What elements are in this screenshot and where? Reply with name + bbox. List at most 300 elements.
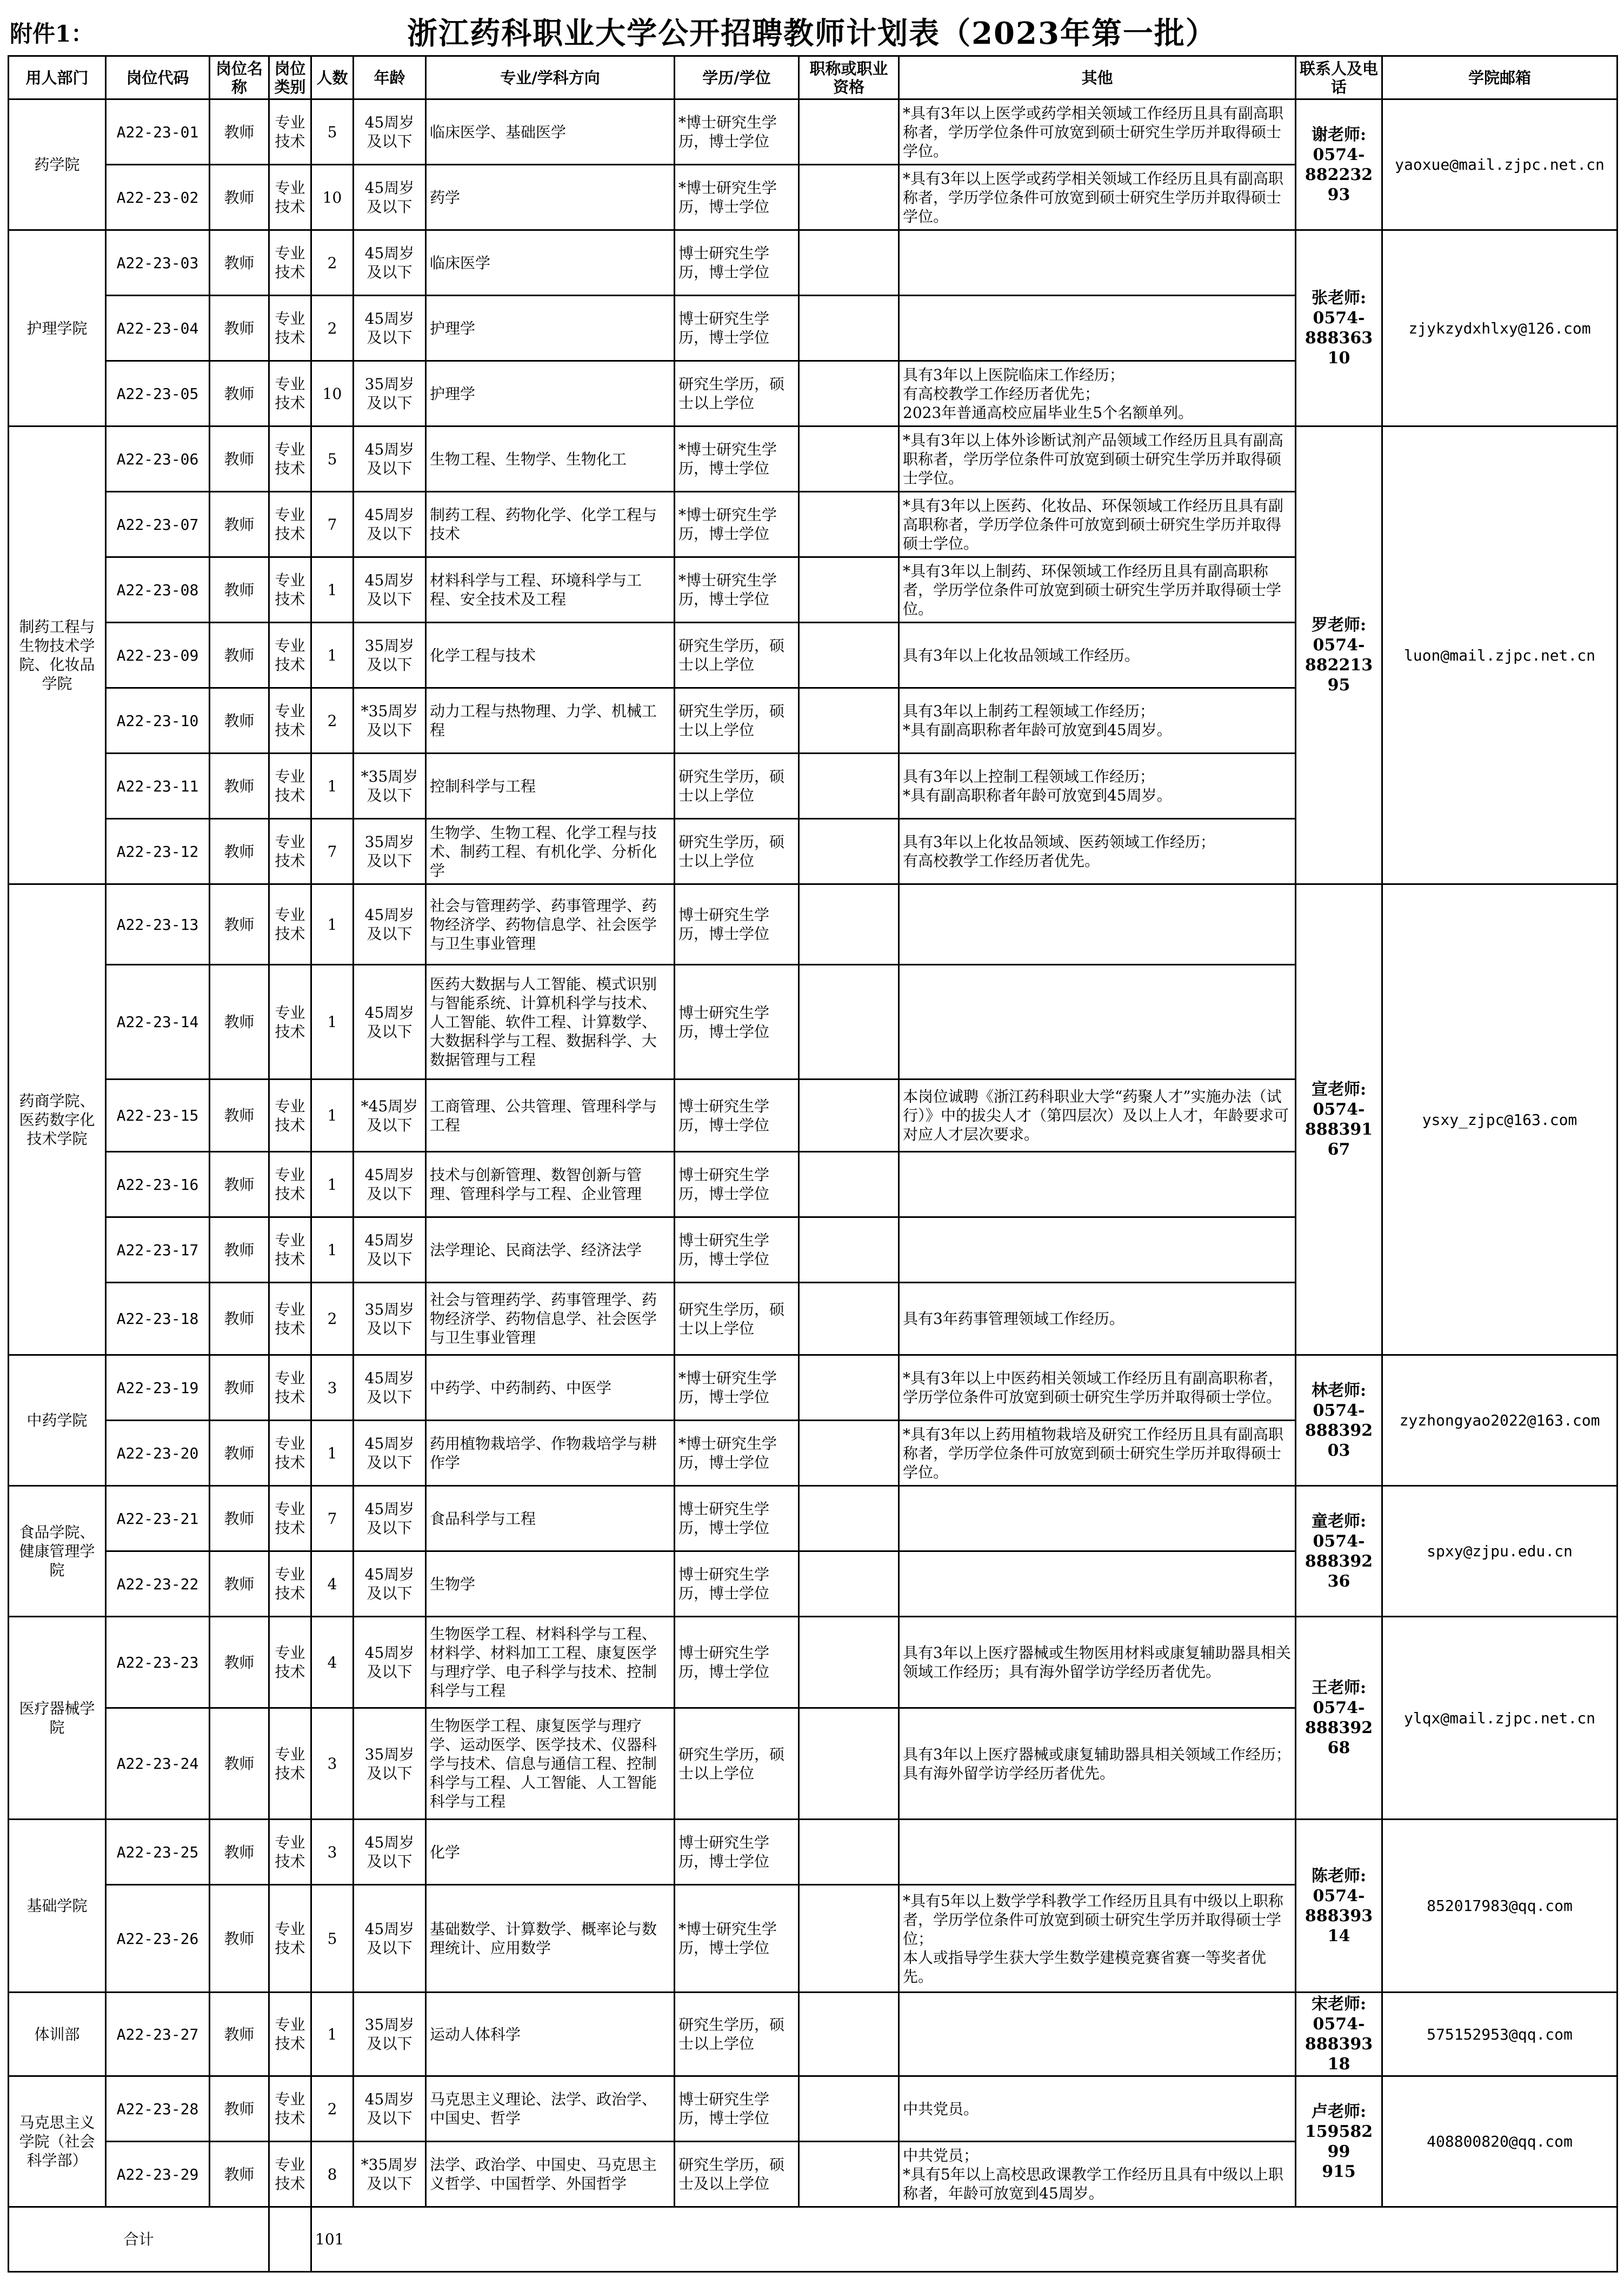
qualification-cell [799, 1283, 899, 1355]
education-cell: *博士研究生学历，博士学位 [675, 427, 799, 492]
headcount-cell: 3 [311, 1355, 354, 1421]
header-major: 专业/学科方向 [426, 56, 675, 99]
position-name-cell: 教师 [210, 1993, 269, 2076]
age-cell: 45周岁及以下 [354, 557, 426, 623]
age-cell: 45周岁及以下 [354, 884, 426, 965]
headcount-cell: 1 [311, 1217, 354, 1283]
position-name-cell: 教师 [210, 99, 269, 165]
position-code-cell: A22-23-03 [106, 230, 210, 296]
position-code-cell: A22-23-10 [106, 688, 210, 754]
education-cell: 博士研究生学历，博士学位 [675, 965, 799, 1080]
email-link[interactable]: luon@mail.zjpc.net.cn [1382, 427, 1618, 884]
major-cell: 生物医学工程、康复医学与理疗学、运动医学、医学技术、仪器科学与技术、信息与通信工程、控制科学与工程、人工智能、人工智能科学与工程 [426, 1708, 675, 1820]
major-cell: 材料科学与工程、环境科学与工程、安全技术及工程 [426, 557, 675, 623]
position-name-cell: 教师 [210, 965, 269, 1080]
department-cell: 制药工程与生物技术学院、化妆品学院 [9, 427, 106, 884]
major-cell: 生物学 [426, 1551, 675, 1617]
age-cell: *35周岁及以下 [354, 688, 426, 754]
department-cell: 医疗器械学院 [9, 1617, 106, 1820]
qualification-cell [799, 296, 899, 361]
education-cell: 研究生学历，硕士以上学位 [675, 623, 799, 688]
major-cell: 临床医学 [426, 230, 675, 296]
major-cell: 中药学、中药制药、中医学 [426, 1355, 675, 1421]
position-category-cell: 专业技术 [269, 1080, 311, 1152]
position-code-cell: A22-23-02 [106, 165, 210, 230]
position-name-cell: 教师 [210, 819, 269, 884]
age-cell: *35周岁及以下 [354, 754, 426, 819]
other-requirements-cell [899, 1217, 1296, 1283]
position-name-cell: 教师 [210, 884, 269, 965]
contact-line: 陈老师: [1311, 1866, 1367, 1885]
header-title: 职称或职业资格 [799, 56, 899, 99]
position-category-cell: 专业技术 [269, 165, 311, 230]
contact-line: 15958299 [1304, 2122, 1373, 2161]
other-requirements-cell: 具有3年以上医疗器械或康复辅助器具相关领域工作经历；具有海外留学访学经历者优先。 [899, 1708, 1296, 1820]
header-other: 其他 [899, 56, 1296, 99]
education-cell: 研究生学历，硕士以上学位 [675, 688, 799, 754]
other-requirements-cell [899, 1820, 1296, 1885]
education-cell: 博士研究生学历，博士学位 [675, 296, 799, 361]
qualification-cell [799, 1993, 899, 2076]
major-cell: 生物学、生物工程、化学工程与技术、制药工程、有机化学、分析化学 [426, 819, 675, 884]
position-name-cell: 教师 [210, 754, 269, 819]
qualification-cell [799, 1551, 899, 1617]
position-name-cell: 教师 [210, 1708, 269, 1820]
position-category-cell: 专业技术 [269, 230, 311, 296]
contact-cell [1296, 1993, 1382, 2076]
position-category-cell: 专业技术 [269, 1551, 311, 1617]
qualification-cell [799, 1421, 899, 1486]
email-link[interactable]: ysxy_zjpc@163.com [1382, 884, 1618, 1355]
department-cell: 马克思主义学院（社会科学部） [9, 2076, 106, 2207]
header-contact: 联系人及电话 [1296, 56, 1382, 99]
position-name-cell: 教师 [210, 1551, 269, 1617]
position-code-cell: A22-23-05 [106, 361, 210, 427]
contact-cell [1296, 427, 1382, 884]
position-name-cell: 教师 [210, 1421, 269, 1486]
qualification-cell [799, 427, 899, 492]
contact-line: 张老师: [1311, 289, 1367, 308]
email-link[interactable]: 575152953@qq.com [1382, 1993, 1618, 2076]
email-link[interactable]: ylqx@mail.zjpc.net.cn [1382, 1617, 1618, 1820]
header-code: 岗位代码 [106, 56, 210, 99]
age-cell: 45周岁及以下 [354, 1885, 426, 1993]
contact-cell [1296, 884, 1382, 1355]
contact-cell [1296, 1820, 1382, 1993]
qualification-cell [799, 492, 899, 557]
education-cell: 博士研究生学历，博士学位 [675, 1152, 799, 1217]
headcount-cell: 10 [311, 165, 354, 230]
major-cell: 临床医学、基础医学 [426, 99, 675, 165]
position-category-cell: 专业技术 [269, 754, 311, 819]
headcount-cell: 5 [311, 1885, 354, 1993]
position-code-cell: A22-23-21 [106, 1486, 210, 1551]
position-category-cell: 专业技术 [269, 1355, 311, 1421]
contact-cell [1296, 1617, 1382, 1820]
position-name-cell: 教师 [210, 1820, 269, 1885]
age-cell: 45周岁及以下 [354, 1152, 426, 1217]
education-cell: 博士研究生学历，博士学位 [675, 2076, 799, 2142]
education-cell: 博士研究生学历，博士学位 [675, 1080, 799, 1152]
position-code-cell: A22-23-27 [106, 1993, 210, 2076]
other-requirements-cell [899, 1551, 1296, 1617]
position-category-cell: 专业技术 [269, 2142, 311, 2207]
education-cell: *博士研究生学历，博士学位 [675, 1885, 799, 1993]
qualification-cell [799, 1355, 899, 1421]
other-requirements-cell [899, 1152, 1296, 1217]
major-cell: 法学、政治学、中国史、马克思主义哲学、中国哲学、外国哲学 [426, 2142, 675, 2207]
contact-line: 0574- [1313, 1100, 1365, 1119]
qualification-cell [799, 965, 899, 1080]
position-category-cell: 专业技术 [269, 965, 311, 1080]
position-category-cell: 专业技术 [269, 1217, 311, 1283]
major-cell: 控制科学与工程 [426, 754, 675, 819]
email-link[interactable]: zjykzydxhlxy@126.com [1382, 230, 1618, 427]
table-row [9, 427, 1618, 492]
qualification-cell [799, 1217, 899, 1283]
headcount-cell: 8 [311, 2142, 354, 2207]
education-cell: 博士研究生学历，博士学位 [675, 230, 799, 296]
position-name-cell: 教师 [210, 230, 269, 296]
position-name-cell: 教师 [210, 2142, 269, 2207]
headcount-cell: 10 [311, 361, 354, 427]
position-name-cell: 教师 [210, 688, 269, 754]
position-name-cell: 教师 [210, 1283, 269, 1355]
position-code-cell: A22-23-16 [106, 1152, 210, 1217]
header-dept: 用人部门 [9, 56, 106, 99]
contact-line: 0574- [1313, 2015, 1365, 2034]
table-row [9, 1993, 1618, 2076]
attachment-label: 附件1： [10, 21, 94, 47]
headcount-cell: 1 [311, 557, 354, 623]
major-cell: 医药大数据与人工智能、模式识别与智能系统、计算机科学与技术、人工智能、软件工程、计算数学、大数据科学与工程、数据科学、大数据管理与工程 [426, 965, 675, 1080]
other-requirements-cell [899, 884, 1296, 965]
position-category-cell: 专业技术 [269, 427, 311, 492]
contact-line: 88839203 [1304, 1421, 1373, 1460]
age-cell: 35周岁及以下 [354, 623, 426, 688]
contact-cell [1296, 1355, 1382, 1486]
other-requirements-cell: 中共党员。 [899, 2076, 1296, 2142]
position-code-cell: A22-23-20 [106, 1421, 210, 1486]
page-title: 浙江药科职业大学公开招聘教师计划表（2023年第一批） [407, 16, 1217, 51]
headcount-cell: 5 [311, 427, 354, 492]
age-cell: 45周岁及以下 [354, 296, 426, 361]
major-cell: 技术与创新管理、数智创新与管理、管理科学与工程、企业管理 [426, 1152, 675, 1217]
header-education: 学历/学位 [675, 56, 799, 99]
contact-line: 王老师: [1311, 1678, 1367, 1697]
education-cell: *博士研究生学历，博士学位 [675, 99, 799, 165]
contact-cell [1296, 2076, 1382, 2207]
contact-line: 88839318 [1304, 2035, 1373, 2074]
age-cell: 45周岁及以下 [354, 1486, 426, 1551]
position-name-cell: 教师 [210, 1486, 269, 1551]
position-code-cell: A22-23-28 [106, 2076, 210, 2142]
department-cell: 中药学院 [9, 1355, 106, 1486]
headcount-cell: 2 [311, 2076, 354, 2142]
header-row [0, 0, 1624, 55]
major-cell: 工商管理、公共管理、管理科学与工程 [426, 1080, 675, 1152]
major-cell: 马克思主义理论、法学、政治学、中国史、哲学 [426, 2076, 675, 2142]
age-cell: 45周岁及以下 [354, 1355, 426, 1421]
education-cell: 博士研究生学历，博士学位 [675, 1820, 799, 1885]
major-cell: 社会与管理药学、药事管理学、药物经济学、药物信息学、社会医学与卫生事业管理 [426, 884, 675, 965]
other-requirements-cell: 本岗位诚聘《浙江药科职业大学“药聚人才”实施办法（试行）》中的拔尖人才（第四层次）及以上人才，年龄要求可对应人才层次要求。 [899, 1080, 1296, 1152]
position-name-cell: 教师 [210, 2076, 269, 2142]
position-name-cell: 教师 [210, 557, 269, 623]
email-link[interactable]: spxy@zjpu.edu.cn [1382, 1486, 1618, 1617]
education-cell: 博士研究生学历，博士学位 [675, 1486, 799, 1551]
qualification-cell [799, 99, 899, 165]
education-cell: 博士研究生学历，博士学位 [675, 1617, 799, 1708]
education-cell: 博士研究生学历，博士学位 [675, 1551, 799, 1617]
department-cell: 药学院 [9, 99, 106, 230]
age-cell: 45周岁及以下 [354, 2076, 426, 2142]
position-category-cell: 专业技术 [269, 99, 311, 165]
total-empty-cell [269, 2207, 311, 2272]
position-category-cell: 专业技术 [269, 361, 311, 427]
position-category-cell: 专业技术 [269, 688, 311, 754]
table-row [9, 1617, 1618, 1708]
position-name-cell: 教师 [210, 427, 269, 492]
position-code-cell: A22-23-09 [106, 623, 210, 688]
position-category-cell: 专业技术 [269, 1152, 311, 1217]
contact-line: 0574- [1313, 1886, 1365, 1905]
contact-cell [1296, 99, 1382, 230]
age-cell: 45周岁及以下 [354, 1551, 426, 1617]
position-code-cell: A22-23-24 [106, 1708, 210, 1820]
major-cell: 法学理论、民商法学、经济法学 [426, 1217, 675, 1283]
other-requirements-cell: *具有3年以上制药、环保领域工作经历且具有副高职称者，学历学位条件可放宽到硕士研究生学历并取得硕士学位。 [899, 557, 1296, 623]
qualification-cell [799, 754, 899, 819]
headcount-cell: 7 [311, 492, 354, 557]
position-code-cell: A22-23-06 [106, 427, 210, 492]
table-row [9, 1355, 1618, 1421]
position-category-cell: 专业技术 [269, 1283, 311, 1355]
qualification-cell [799, 165, 899, 230]
position-name-cell: 教师 [210, 1355, 269, 1421]
position-code-cell: A22-23-12 [106, 819, 210, 884]
age-cell: 35周岁及以下 [354, 1708, 426, 1820]
department-cell: 体训部 [9, 1993, 106, 2076]
contact-line: 88836310 [1304, 329, 1373, 368]
contact-line: 卢老师: [1311, 2102, 1367, 2121]
position-code-cell: A22-23-08 [106, 557, 210, 623]
major-cell: 药学 [426, 165, 675, 230]
other-requirements-cell: 具有3年以上医疗器械或生物医用材料或康复辅助器具相关领域工作经历；具有海外留学访学经历者优先。 [899, 1617, 1296, 1708]
email-link[interactable]: yaoxue@mail.zjpc.net.cn [1382, 99, 1618, 230]
contact-line: 0574- [1313, 1401, 1365, 1420]
other-requirements-cell: *具有3年以上体外诊断试剂产品领域工作经历且具有副高职称者，学历学位条件可放宽到硕士研究生学历并取得硕士学位。 [899, 427, 1296, 492]
position-code-cell: A22-23-07 [106, 492, 210, 557]
total-label: 合计 [9, 2207, 269, 2272]
position-code-cell: A22-23-13 [106, 884, 210, 965]
contact-line: 0574- [1313, 1698, 1365, 1717]
major-cell: 社会与管理药学、药事管理学、药物经济学、药物信息学、社会医学与卫生事业管理 [426, 1283, 675, 1355]
position-category-cell: 专业技术 [269, 1708, 311, 1820]
contact-line: 谢老师: [1311, 125, 1367, 144]
education-cell: 研究生学历，硕士以上学位 [675, 1993, 799, 2076]
qualification-cell [799, 557, 899, 623]
position-name-cell: 教师 [210, 492, 269, 557]
contact-line: 88221395 [1304, 656, 1373, 695]
other-requirements-cell [899, 230, 1296, 296]
other-requirements-cell [899, 1486, 1296, 1551]
major-cell: 护理学 [426, 296, 675, 361]
total-row [9, 2207, 1618, 2272]
position-category-cell: 专业技术 [269, 623, 311, 688]
contact-line: 88839314 [1304, 1906, 1373, 1945]
education-cell: *博士研究生学历，博士学位 [675, 557, 799, 623]
qualification-cell [799, 2142, 899, 2207]
age-cell: *45周岁及以下 [354, 1080, 426, 1152]
qualification-cell [799, 2076, 899, 2142]
contact-line: 915 [1322, 2162, 1356, 2181]
qualification-cell [799, 1708, 899, 1820]
other-requirements-cell: 具有3年以上化妆品领域工作经历。 [899, 623, 1296, 688]
other-requirements-cell: 具有3年以上控制工程领域工作经历； *具有副高职称者年龄可放宽到45周岁。 [899, 754, 1296, 819]
headcount-cell: 7 [311, 1486, 354, 1551]
other-requirements-cell: 具有3年以上制药工程领域工作经历； *具有副高职称者年龄可放宽到45周岁。 [899, 688, 1296, 754]
age-cell: 45周岁及以下 [354, 965, 426, 1080]
education-cell: 研究生学历，硕士以上学位 [675, 361, 799, 427]
qualification-cell [799, 1486, 899, 1551]
table-row [9, 230, 1618, 296]
position-category-cell: 专业技术 [269, 296, 311, 361]
headcount-cell: 1 [311, 1080, 354, 1152]
major-cell: 运动人体科学 [426, 1993, 675, 2076]
headcount-cell: 7 [311, 819, 354, 884]
age-cell: 45周岁及以下 [354, 492, 426, 557]
table-row [9, 1486, 1618, 1551]
other-requirements-cell: *具有3年以上医药、化妆品、环保领域工作经历且具有副高职称者，学历学位条件可放宽到硕士研究生学历并取得硕士学位。 [899, 492, 1296, 557]
position-name-cell: 教师 [210, 361, 269, 427]
position-code-cell: A22-23-25 [106, 1820, 210, 1885]
position-name-cell: 教师 [210, 1217, 269, 1283]
headcount-cell: 5 [311, 99, 354, 165]
age-cell: 45周岁及以下 [354, 230, 426, 296]
position-name-cell: 教师 [210, 1080, 269, 1152]
qualification-cell [799, 1152, 899, 1217]
email-link[interactable]: 408800820@qq.com [1382, 2076, 1618, 2207]
other-requirements-cell: *具有3年以上医学或药学相关领域工作经历且具有副高职称者，学历学位条件可放宽到硕士研究生学历并取得硕士学位。 [899, 165, 1296, 230]
major-cell: 化学 [426, 1820, 675, 1885]
education-cell: *博士研究生学历，博士学位 [675, 165, 799, 230]
department-cell: 药商学院、医药数字化技术学院 [9, 884, 106, 1355]
position-code-cell: A22-23-26 [106, 1885, 210, 1993]
position-code-cell: A22-23-11 [106, 754, 210, 819]
table-row [9, 1820, 1618, 1885]
position-code-cell: A22-23-22 [106, 1551, 210, 1617]
email-link[interactable]: 852017983@qq.com [1382, 1820, 1618, 1993]
header-age: 年龄 [354, 56, 426, 99]
table-header-row [9, 56, 1618, 99]
department-cell: 食品学院、健康管理学院 [9, 1486, 106, 1617]
qualification-cell [799, 230, 899, 296]
major-cell: 制药工程、药物化学、化学工程与技术 [426, 492, 675, 557]
headcount-cell: 1 [311, 1993, 354, 2076]
qualification-cell [799, 1080, 899, 1152]
major-cell: 食品科学与工程 [426, 1486, 675, 1551]
position-category-cell: 专业技术 [269, 1885, 311, 1993]
education-cell: 博士研究生学历，博士学位 [675, 884, 799, 965]
major-cell: 护理学 [426, 361, 675, 427]
age-cell: 45周岁及以下 [354, 1217, 426, 1283]
age-cell: 45周岁及以下 [354, 1820, 426, 1885]
headcount-cell: 4 [311, 1551, 354, 1617]
position-category-cell: 专业技术 [269, 557, 311, 623]
position-category-cell: 专业技术 [269, 1486, 311, 1551]
age-cell: 45周岁及以下 [354, 1617, 426, 1708]
other-requirements-cell [899, 965, 1296, 1080]
other-requirements-cell: 中共党员； *具有5年以上高校思政课教学工作经历且具有中级以上职称者，年龄可放宽到45周岁。 [899, 2142, 1296, 2207]
contact-line: 宣老师: [1311, 1080, 1367, 1099]
position-category-cell: 专业技术 [269, 1617, 311, 1708]
education-cell: *博士研究生学历，博士学位 [675, 492, 799, 557]
contact-line: 0574- [1313, 1531, 1365, 1551]
education-cell: 研究生学历，硕士及以上学位 [675, 2142, 799, 2207]
contact-line: 88839268 [1304, 1718, 1373, 1757]
recruitment-table [8, 55, 1618, 2273]
other-requirements-cell: 具有3年药事管理领域工作经历。 [899, 1283, 1296, 1355]
headcount-cell: 1 [311, 754, 354, 819]
position-code-cell: A22-23-15 [106, 1080, 210, 1152]
headcount-cell: 4 [311, 1617, 354, 1708]
qualification-cell [799, 1617, 899, 1708]
department-cell: 基础学院 [9, 1820, 106, 1993]
table-row [9, 2076, 1618, 2142]
education-cell: 研究生学历，硕士以上学位 [675, 1708, 799, 1820]
other-requirements-cell [899, 296, 1296, 361]
contact-line: 88839167 [1304, 1120, 1373, 1159]
position-name-cell: 教师 [210, 1885, 269, 1993]
contact-line: 0574- [1313, 145, 1365, 164]
position-code-cell: A22-23-29 [106, 2142, 210, 2207]
contact-line: 88223293 [1304, 165, 1373, 204]
education-cell: *博士研究生学历，博士学位 [675, 1355, 799, 1421]
position-category-cell: 专业技术 [269, 884, 311, 965]
headcount-cell: 1 [311, 1152, 354, 1217]
position-code-cell: A22-23-19 [106, 1355, 210, 1421]
table-row [9, 884, 1618, 965]
headcount-cell: 1 [311, 965, 354, 1080]
major-cell: 动力工程与热物理、力学、机械工程 [426, 688, 675, 754]
contact-cell [1296, 1486, 1382, 1617]
contact-line: 0574- [1313, 309, 1365, 328]
position-name-cell: 教师 [210, 1617, 269, 1708]
contact-line: 0574- [1313, 636, 1365, 655]
header-category: 岗位类别 [269, 56, 311, 99]
age-cell: *35周岁及以下 [354, 2142, 426, 2207]
position-category-cell: 专业技术 [269, 1993, 311, 2076]
position-name-cell: 教师 [210, 165, 269, 230]
major-cell: 药用植物栽培学、作物栽培学与耕作学 [426, 1421, 675, 1486]
position-code-cell: A22-23-17 [106, 1217, 210, 1283]
headcount-cell: 1 [311, 884, 354, 965]
position-code-cell: A22-23-04 [106, 296, 210, 361]
education-cell: *博士研究生学历，博士学位 [675, 1421, 799, 1486]
position-category-cell: 专业技术 [269, 492, 311, 557]
headcount-cell: 2 [311, 688, 354, 754]
major-cell: 生物工程、生物学、生物化工 [426, 427, 675, 492]
major-cell: 生物医学工程、材料科学与工程、材料学、材料加工工程、康复医学与理疗学、电子科学与技术、控制科学与工程 [426, 1617, 675, 1708]
position-category-cell: 专业技术 [269, 819, 311, 884]
other-requirements-cell: 具有3年以上化妆品领域、医药领域工作经历； 有高校教学工作经历者优先。 [899, 819, 1296, 884]
email-link[interactable]: zyzhongyao2022@163.com [1382, 1355, 1618, 1486]
major-cell: 化学工程与技术 [426, 623, 675, 688]
qualification-cell [799, 361, 899, 427]
headcount-cell: 1 [311, 623, 354, 688]
position-name-cell: 教师 [210, 1152, 269, 1217]
